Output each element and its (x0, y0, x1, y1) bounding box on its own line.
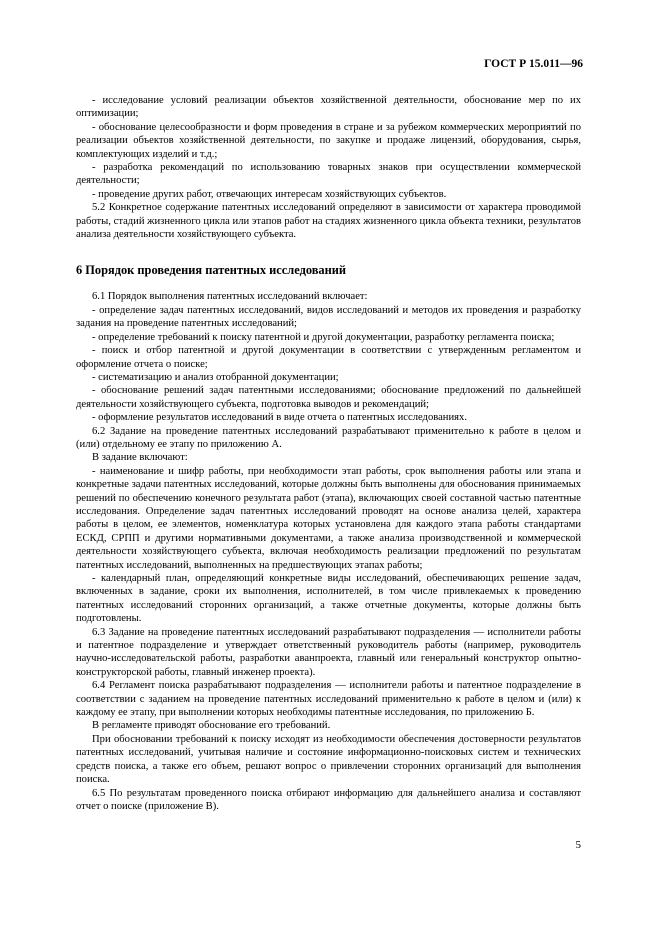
clause-6-4: 6.4 Регламент поиска разрабатывают подразделения — исполнители работы и патентное подразделение в соответствии с заданием на проведение патентных исследований применительно к работе в целом и (или) к каждому ее этапу, при выполнении которых необходимы патентные исследования, по приложению Б. (76, 680, 581, 719)
clause-6-2: 6.2 Задание на проведение патентных исследований разрабатывают применительно к работе в целом и (или) отдельному ее этапу по приложению А. (76, 425, 581, 450)
list-item: - разработка рекомендаций по использованию товарных знаков при осуществлении коммерческой деятельности; (76, 162, 581, 187)
list-item: - определение требований к поиску патентной и другой документации, разработку регламента поиска; (92, 331, 555, 343)
list-item: - определение задач патентных исследований, видов исследований и методов их проведения и разработку задания на проведение патентных исследований; (76, 304, 581, 330)
clause-5-2: 5.2 Конкретное содержание патентных исследований определяют в зависимости от характера проводимой работы, стадий жизненного цикла или этапов работ на стадиях жизненного цикла объекта техники, результатов анализа деятельности хозяйствующего субъекта. (76, 202, 581, 241)
list-item: - наименование и шифр работы, при необходимости этап работы, срок выполнения работы или этапа и конкретные задачи патентных исследований, которые должны быть выполнены для обоснования принимаемых решений по обеспечению конечного результата работ (этапа), включающих своей составной частью патентные исследования. Определение задач патентных исследований проводят на основе анализа целей, характера работы в целом, ее элементов, номенклатура которых установлена для каждого этапа работы стандартами ЕСКД, СРПП и другими нормативными документами, а также анализа производственной и коммерческой деятельности хозяйствующего субъекта, включая необходимость реализации предложений по результатам патентных исследований, выполненных на предшествующих этапах работы; (76, 465, 581, 571)
list-item: - исследование условий реализации объектов хозяйственной деятельности, обоснование мер по их оптимизации; (76, 95, 581, 120)
paragraph: В регламенте приводят обоснование его требований. (92, 720, 331, 732)
intro-block (76, 94, 581, 241)
page-number: 5 (575, 838, 581, 851)
paragraph: В задание включают: (92, 452, 188, 464)
list-item: - обоснование целесообразности и форм проведения в стране и за рубежом коммерческих мероприятий по реализации объектов хозяйственной деятельности, по закупке и продаже лицензий, оборудования, сырья, комплектующих изделий и т.д.; (76, 121, 581, 160)
clause-6-3: 6.3 Задание на проведение патентных исследований разрабатывают подразделения — исполнители работы и патентное подразделение и утверждает ответственный руководитель работы (например, руководитель научно-исследовательской работы, разработки аванпроекта, главный или генеральный конструктор опытно-конструкторской работы, главный инженер проекта). (76, 626, 581, 678)
paragraph: При обосновании требований к поиску исходят из необходимости обеспечения достоверности результатов патентных исследований, учитывая наличие и состояние информационно-поисковых систем и технических средств поиска, а также его объем, решают вопрос о привлечении сторонних организаций для выполнения поиска. (76, 733, 581, 786)
list-item: - обоснование решений задач патентными исследованиями; обоснование предложений по дальнейшей деятельности хозяйствующего субъекта, подготовка выводов и рекомендаций; (76, 385, 581, 410)
list-item: - систематизацию и анализ отобранной документации; (92, 371, 339, 383)
list-item: - оформление результатов исследований в виде отчета о патентных исследованиях. (92, 412, 467, 424)
list-item: - проведение других работ, отвечающих интересам хозяйствующих субъектов. (92, 188, 447, 200)
section-body (76, 290, 581, 813)
standard-header: ГОСТ Р 15.011—96 (484, 58, 583, 70)
list-item: - календарный план, определяющий конкретные виды исследований, обеспечивающих решение задач, включенных в задание, сроки их выполнения, исполнителей, в том числе привлекаемых к проведению патентных исследований сторонних организаций, а также отчетные документы, которые должны быть подготовлены. (76, 573, 581, 625)
clause-6-5: 6.5 По результатам проведенного поиска отбирают информацию для дальнейшего анализа и составляют отчет о поиске (приложение В). (76, 787, 581, 812)
clause-6-1: 6.1 Порядок выполнения патентных исследований включает: (92, 291, 368, 303)
page-content (76, 94, 581, 813)
list-item: - поиск и отбор патентной и другой документации в соответствии с утвержденным регламентом и оформление отчета о поиске; (76, 345, 581, 370)
section-title: 6 Порядок проведения патентных исследований (76, 263, 347, 278)
